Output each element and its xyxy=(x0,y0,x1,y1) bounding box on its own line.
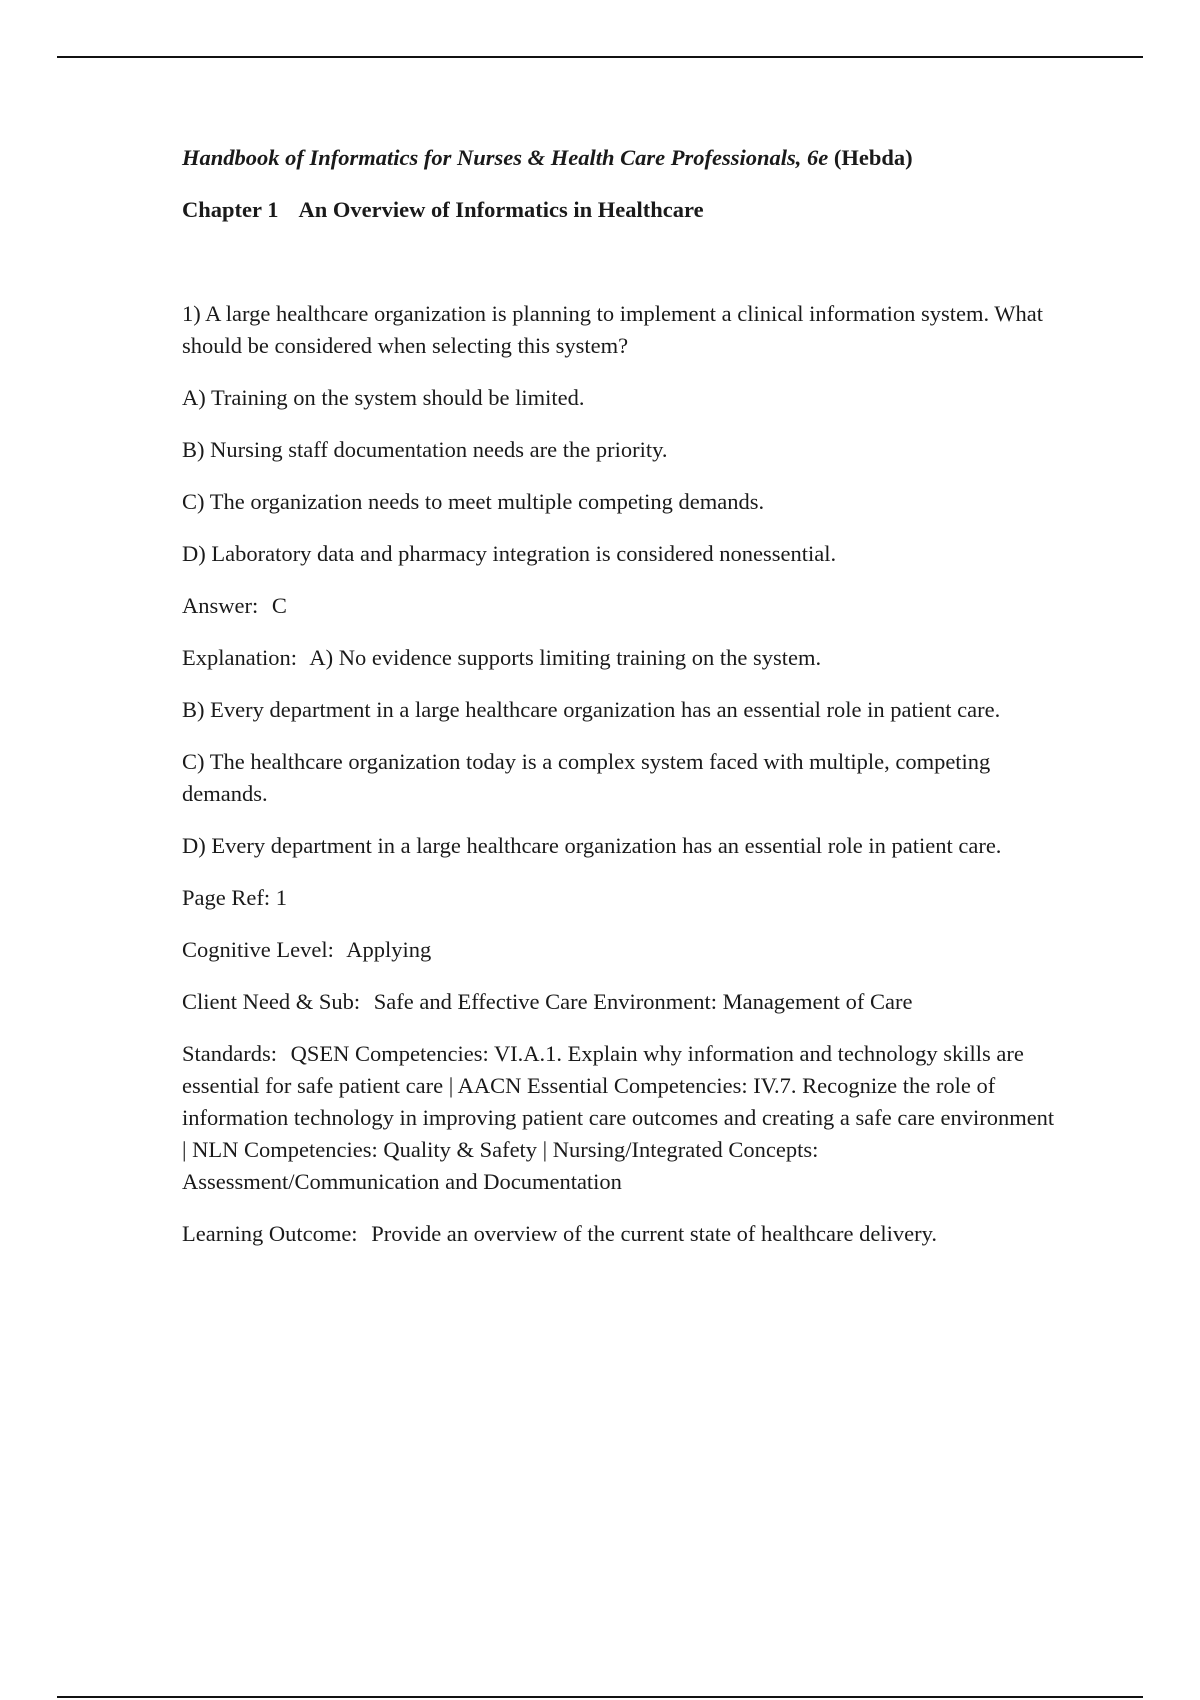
answer-value: C xyxy=(271,593,287,618)
page-ref: Page Ref: 1 xyxy=(182,885,287,910)
standards xyxy=(182,1038,1062,1198)
top-rule xyxy=(57,56,1143,58)
question-stem: 1) A large healthcare organization is planning to implement a clinical information system. What should be considered when selecting this system? xyxy=(182,301,1044,358)
explanation-d: D) Every department in a large healthcare organization has an essential role in patient care. xyxy=(182,833,1002,858)
client-need-label: Client Need & Sub: xyxy=(182,989,361,1014)
learning-outcome-value: Provide an overview of the current state of healthcare delivery. xyxy=(371,1221,937,1246)
explanation-label: Explanation: xyxy=(182,645,297,670)
chapter-title: An Overview of Informatics in Healthcare xyxy=(298,197,704,222)
chapter-heading xyxy=(182,194,1062,226)
option-b: B) Nursing staff documentation needs are the priority. xyxy=(182,437,668,462)
cognitive-value: Applying xyxy=(346,937,432,962)
option-c: C) The organization needs to meet multiple competing demands. xyxy=(182,489,765,514)
option-d: D) Laboratory data and pharmacy integration is considered nonessential. xyxy=(182,541,837,566)
chapter-number: Chapter 1 xyxy=(182,197,279,222)
document-body xyxy=(182,142,1062,1270)
cognitive-label: Cognitive Level: xyxy=(182,937,334,962)
client-need xyxy=(182,986,1062,1018)
explanation-a-text: A) No evidence supports limiting training on the system. xyxy=(309,645,822,670)
explanation-b: B) Every department in a large healthcare organization has an essential role in patient care. xyxy=(182,697,1001,722)
book-author: (Hebda) xyxy=(833,145,913,170)
book-title xyxy=(182,142,1062,174)
learning-outcome-label: Learning Outcome: xyxy=(182,1221,358,1246)
option-a: A) Training on the system should be limited. xyxy=(182,385,585,410)
client-need-value: Safe and Effective Care Environment: Management of Care xyxy=(373,989,913,1014)
bottom-rule xyxy=(57,1696,1143,1698)
explanation-c: C) The healthcare organization today is a complex system faced with multiple, competing demands. xyxy=(182,749,991,806)
cognitive-level xyxy=(182,934,1062,966)
explanation-a xyxy=(182,642,1062,674)
standards-label: Standards: xyxy=(182,1041,277,1066)
learning-outcome xyxy=(182,1218,1062,1250)
book-title-italic: Handbook of Informatics for Nurses & Health Care Professionals, 6e xyxy=(182,145,829,170)
answer xyxy=(182,590,1062,622)
standards-value: QSEN Competencies: VI.A.1. Explain why information and technology skills are essential for safe patient care | AACN Essential Competencies: IV.7. Recognize the role of information technology in improving patient care outcomes and creating a safe care environment | NLN Competencies: Quality & Safety | Nursing/Integrated Concepts: Assessment/Communication and Documentation xyxy=(182,1041,1055,1194)
answer-label: Answer: xyxy=(182,593,259,618)
